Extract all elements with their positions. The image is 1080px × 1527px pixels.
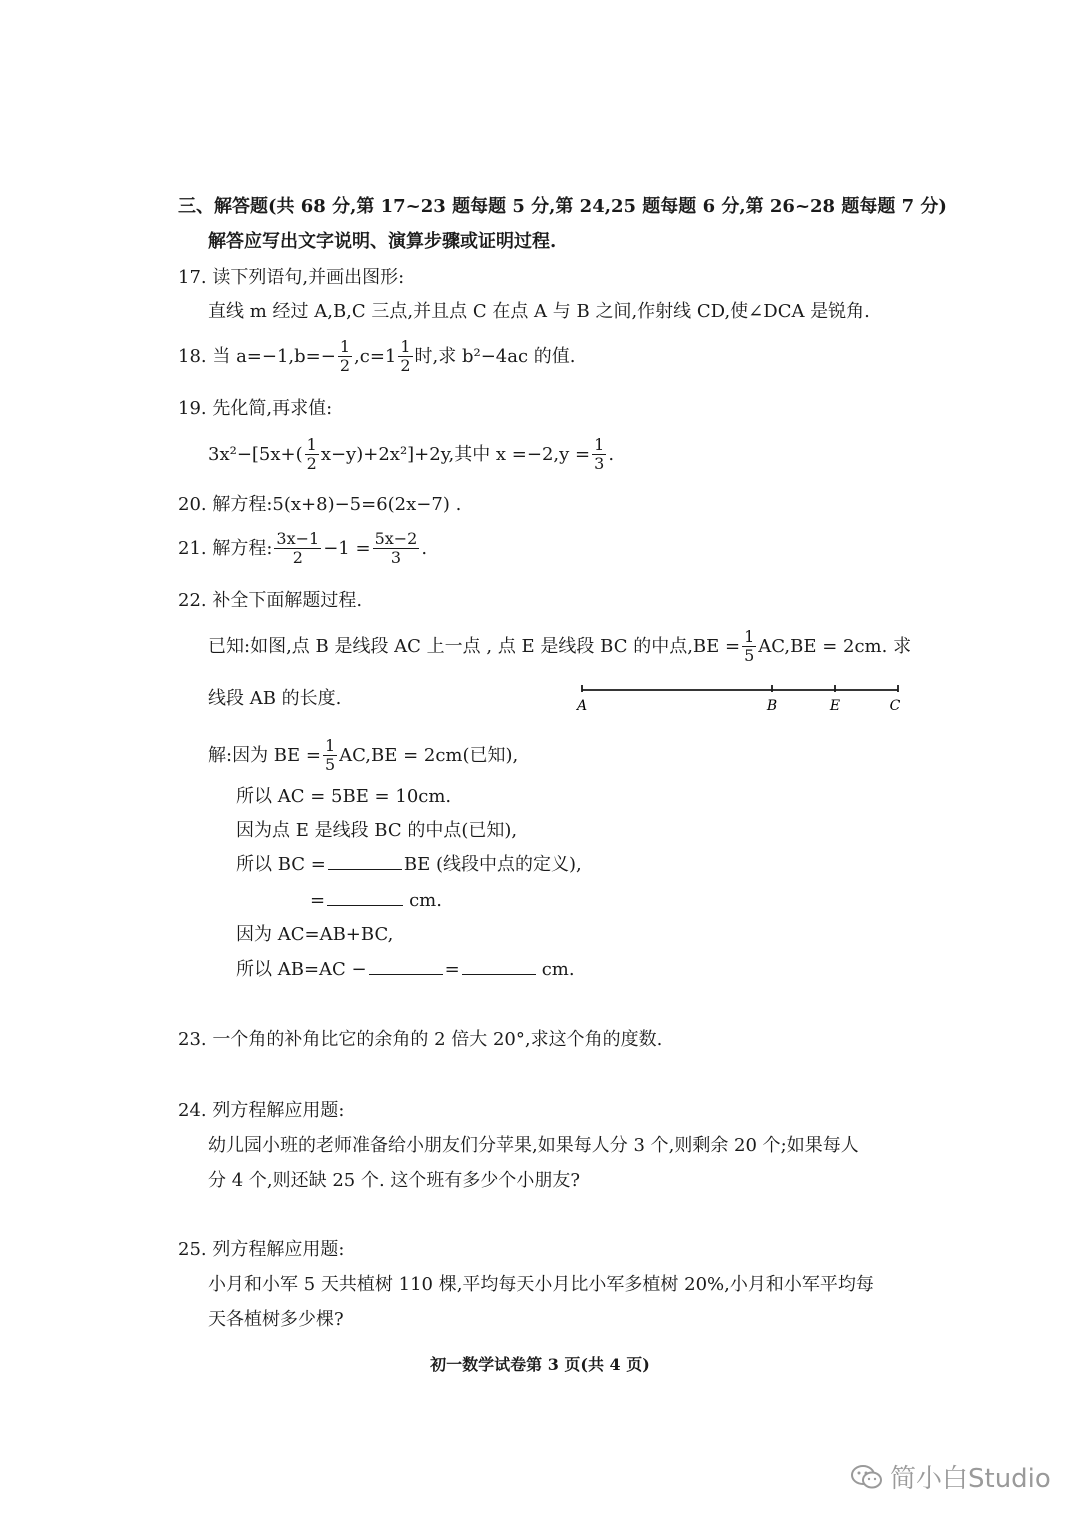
q19-prompt: 19. 先化简,再求值:: [178, 398, 333, 419]
q18-c-num: 1: [400, 337, 411, 356]
blank-bc-coef[interactable]: [328, 868, 402, 870]
q22-step6: [236, 961, 575, 979]
q22-given-a: 已知:如图,点 B 是线段 AC 上一点 , 点 E 是线段 BC 的中点,BE =: [208, 635, 741, 657]
label-a: A: [576, 698, 588, 714]
q22-step1: 所以 AC = 5BE = 10cm.: [236, 786, 452, 807]
q19-expr-a: 3x²−[5x+(: [208, 443, 303, 465]
q21-lead: 21. 解方程:: [178, 537, 273, 559]
q19-f1-den: 2: [306, 454, 317, 474]
q21-right-fraction: [373, 530, 420, 568]
q22-step4: [310, 892, 442, 910]
q19-f2-den: 3: [594, 454, 605, 474]
label-b: B: [766, 698, 778, 714]
q25-prompt: 25. 列方程解应用题:: [178, 1239, 345, 1260]
q21-left-fraction: [274, 530, 321, 568]
q18-c-fraction: [398, 338, 412, 376]
q22-given-c: 线段 AB 的长度.: [208, 688, 342, 709]
blank-bc-value[interactable]: [327, 904, 403, 906]
q22-step4a: =: [310, 890, 326, 911]
q18-mid: ,c=1: [354, 345, 397, 367]
q18-lead: 18. 当 a=−1,b=−: [178, 345, 336, 367]
q21-l-den: 2: [292, 548, 303, 568]
q22-step3a: 所以 BC =: [236, 854, 326, 875]
q22-given: [208, 628, 911, 666]
q22-step4b: cm.: [409, 890, 442, 911]
q22-step5: 因为 AC=AB+BC,: [236, 924, 394, 945]
q22-solution-start: [208, 737, 518, 775]
q22-step3: [236, 856, 582, 874]
q19-f2: [592, 436, 606, 474]
wechat-icon: [850, 1463, 884, 1491]
q21-l-num: 3x−1: [276, 529, 320, 548]
q24-prompt: 24. 列方程解应用题:: [178, 1100, 345, 1121]
q25-line1: 小月和小军 5 天共植树 110 棵,平均每天小月比小军多植树 20%,小月和小军平均每: [208, 1274, 874, 1295]
q19-expression: [208, 436, 614, 474]
q22-given-fraction: [742, 628, 756, 666]
q18-c-den: 2: [400, 356, 411, 376]
q19-expr-b: x−y)+2x²]+2y,其中 x =−2,y =: [320, 443, 591, 465]
blank-ab-value[interactable]: [462, 973, 536, 975]
q18: [178, 338, 576, 376]
section-instruction: 解答应写出文字说明、演算步骤或证明过程.: [208, 231, 557, 252]
q22-step6b: =: [444, 959, 460, 980]
q17-prompt: 17. 读下列语句,并画出图形:: [178, 267, 405, 288]
q22-step3b: BE (线段中点的定义),: [403, 854, 582, 875]
q22-s-den: 5: [324, 755, 336, 775]
section-title: 三、解答题(共 68 分,第 17~23 题每题 5 分,第 24,25 题每题 6 分,第 26~28 题每题 7 分): [178, 196, 947, 217]
q21-r-num: 5x−2: [374, 529, 418, 548]
q21-tail: .: [421, 537, 428, 559]
q22-s-num: 1: [324, 736, 336, 755]
segment-diagram: [570, 680, 915, 716]
q19-expr-c: .: [608, 443, 615, 465]
q18-b-num: 1: [339, 337, 351, 356]
watermark-text: 简小白Studio: [890, 1464, 1051, 1494]
q24-line1: 幼儿园小班的老师准备给小朋友们分苹果,如果每人分 3 个,则剩余 20 个;如果每人: [208, 1135, 859, 1156]
q22-prompt: 22. 补全下面解题过程.: [178, 590, 363, 611]
q22-sol-b: AC,BE = 2cm(已知),: [339, 744, 519, 766]
q23: 23. 一个角的补角比它的余角的 2 倍大 20°,求这个角的度数.: [178, 1029, 663, 1050]
q22-sol-a: 解:因为 BE =: [208, 744, 321, 766]
q22-g-num: 1: [744, 627, 755, 646]
q19-f2-num: 1: [594, 435, 605, 454]
q18-tail: 时,求 b²−4ac 的值.: [414, 345, 576, 367]
q22-given-b: AC,BE = 2cm. 求: [758, 635, 912, 657]
q20: 20. 解方程:5(x+8)−5=6(2x−7) .: [178, 494, 462, 515]
label-c: C: [889, 698, 901, 714]
q22-g-den: 5: [744, 646, 755, 666]
q19-f1: [305, 436, 319, 474]
q18-b-den: 2: [339, 356, 351, 376]
q18-b-fraction: [338, 338, 352, 376]
q24-line2: 分 4 个,则还缺 25 个. 这个班有多少个小朋友?: [208, 1170, 581, 1191]
q17-statement: 直线 m 经过 A,B,C 三点,并且点 C 在点 A 与 B 之间,作射线 CD,使∠DCA 是锐角.: [208, 301, 870, 322]
q21-r-den: 3: [390, 548, 402, 568]
blank-ab-expr[interactable]: [369, 973, 443, 975]
q22-step6a: 所以 AB=AC −: [236, 959, 367, 980]
watermark: [850, 1458, 1051, 1495]
label-e: E: [829, 698, 841, 714]
q22-step2: 因为点 E 是线段 BC 的中点(已知),: [236, 820, 518, 841]
page-footer: 初一数学试卷第 3 页(共 4 页): [430, 1355, 650, 1374]
q25-line2: 天各植树多少棵?: [208, 1309, 344, 1330]
q21: [178, 530, 427, 568]
q22-sol-fraction: [323, 737, 337, 775]
q21-mid: −1 =: [323, 537, 371, 559]
q22-step6c: cm.: [541, 959, 575, 980]
q19-f1-num: 1: [306, 435, 317, 454]
